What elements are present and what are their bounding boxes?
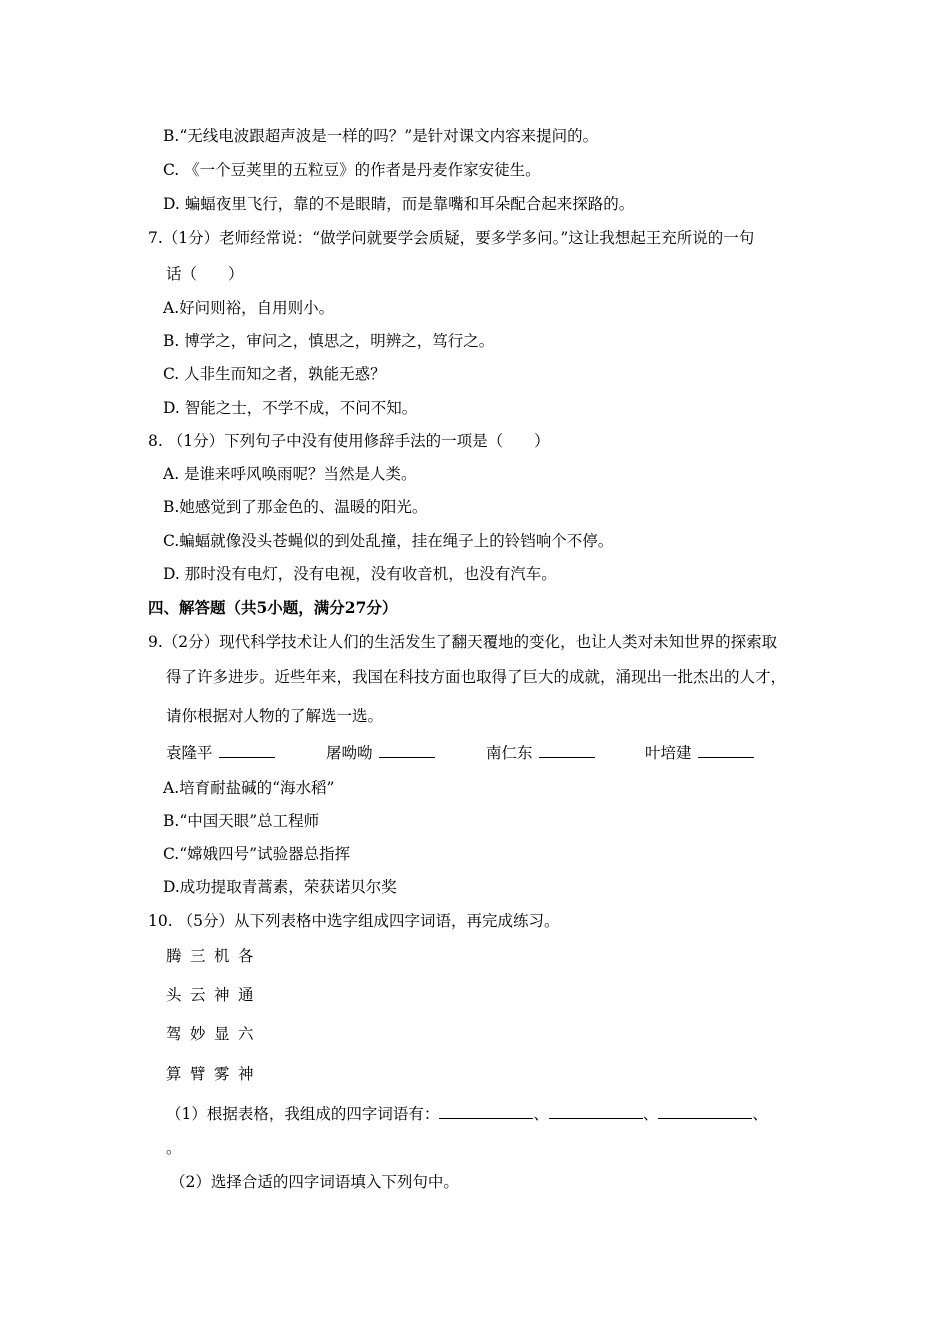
q9-option-b: B.“中国天眼”总工程师 bbox=[163, 812, 320, 830]
q10-stem: 10. （5分）从下列表格中选字组成四字词语，再完成练习。 bbox=[148, 912, 560, 930]
q7-stem-line1: 7.（1分）老师经常说：“做学问就要学会质疑，要多学多问。”这让我想起王充所说的一句 bbox=[148, 229, 755, 247]
grid-char: 神 bbox=[214, 986, 230, 1004]
q8-option-c: C.蝙蝠就像没头苍蝇似的到处乱撞，挂在绳子上的铃铛响个不停。 bbox=[163, 532, 614, 550]
answer-blank[interactable] bbox=[698, 741, 754, 758]
person-name: 南仁东 bbox=[486, 744, 533, 762]
q9-stem-line1: 9.（2分）现代科学技术让人们的生活发生了翻天覆地的变化，也让人类对未知世界的探索取 bbox=[148, 633, 778, 651]
q6-option-d: D. 蝙蝠夜里飞行，靠的不是眼睛，而是靠嘴和耳朵配合起来探路的。 bbox=[163, 195, 635, 213]
grid-char: 云 bbox=[190, 986, 206, 1004]
answer-blank[interactable] bbox=[658, 1102, 752, 1119]
sub1-prompt: （1）根据表格，我组成的四字词语有： bbox=[166, 1105, 440, 1123]
grid-char: 臂 bbox=[190, 1065, 206, 1083]
q7-option-c: C. 人非生而知之者，孰能无惑？ bbox=[163, 365, 386, 383]
q9-stem-line2: 得了许多进步。近些年来，我国在科技方面也取得了巨大的成就，涌现出一批杰出的人才， bbox=[166, 668, 787, 686]
q10-sub1 bbox=[166, 1102, 768, 1124]
q10-sub2: （2）选择合适的四字词语填入下列句中。 bbox=[170, 1173, 459, 1191]
answer-blank[interactable] bbox=[379, 741, 435, 758]
grid-char: 六 bbox=[238, 1025, 254, 1043]
grid-char: 妙 bbox=[190, 1025, 206, 1043]
q7-stem-line2: 话（ ） bbox=[166, 265, 244, 283]
grid-char: 通 bbox=[238, 986, 254, 1004]
q8-option-b: B.她感觉到了那金色的、温暖的阳光。 bbox=[163, 498, 428, 516]
q9-person-3 bbox=[486, 741, 595, 763]
q7-option-d: D. 智能之士，不学不成，不问不知。 bbox=[163, 399, 418, 417]
grid-char: 算 bbox=[166, 1065, 182, 1083]
q7-option-b: B. 博学之，审问之，慎思之，明辨之，笃行之。 bbox=[163, 332, 495, 350]
separator: 、 bbox=[642, 1105, 659, 1123]
char-grid-row-2 bbox=[166, 985, 262, 1005]
grid-char: 腾 bbox=[166, 947, 182, 965]
person-name: 袁隆平 bbox=[166, 744, 213, 762]
char-grid-row-3 bbox=[166, 1024, 262, 1044]
q9-person-4 bbox=[645, 741, 754, 763]
q9-stem-line3: 请你根据对人物的了解选一选。 bbox=[166, 707, 384, 725]
answer-blank[interactable] bbox=[439, 1102, 533, 1119]
q6-option-b: B.“无线电波跟超声波是一样的吗？”是针对课文内容来提问的。 bbox=[163, 127, 599, 145]
grid-char: 三 bbox=[190, 947, 206, 965]
q9-person-2 bbox=[326, 741, 435, 763]
grid-char: 神 bbox=[238, 1065, 254, 1083]
section-heading: 四、解答题（共5小题，满分27分） bbox=[148, 598, 398, 617]
person-name: 叶培建 bbox=[645, 744, 692, 762]
answer-blank[interactable] bbox=[219, 741, 275, 758]
q9-option-a: A.培育耐盐碱的“海水稻” bbox=[163, 779, 335, 797]
grid-char: 显 bbox=[214, 1025, 230, 1043]
q9-option-c: C.“嫦娥四号”试验器总指挥 bbox=[163, 845, 351, 863]
q9-person-1 bbox=[166, 741, 275, 763]
grid-char: 机 bbox=[214, 947, 230, 965]
char-grid-row-4 bbox=[166, 1064, 262, 1084]
grid-char: 各 bbox=[238, 947, 254, 965]
q9-option-d: D.成功提取青蒿素，荣获诺贝尔奖 bbox=[163, 878, 397, 896]
person-name: 屠呦呦 bbox=[326, 744, 373, 762]
q8-stem: 8. （1分）下列句子中没有使用修辞手法的一项是（ ） bbox=[148, 432, 550, 450]
separator: 、 bbox=[752, 1105, 768, 1123]
grid-char: 雾 bbox=[214, 1065, 230, 1083]
answer-blank[interactable] bbox=[539, 741, 595, 758]
char-grid-row-1 bbox=[166, 946, 262, 966]
q8-option-d: D. 那时没有电灯，没有电视，没有收音机，也没有汽车。 bbox=[163, 565, 557, 583]
separator: 、 bbox=[533, 1105, 549, 1123]
q10-sub1-end: 。 bbox=[166, 1139, 182, 1157]
q8-option-a: A. 是谁来呼风唤雨呢？当然是人类。 bbox=[163, 465, 417, 483]
answer-blank[interactable] bbox=[549, 1102, 643, 1119]
grid-char: 头 bbox=[166, 986, 182, 1004]
q6-option-c: C. 《一个豆荚里的五粒豆》的作者是丹麦作家安徒生。 bbox=[163, 161, 541, 179]
q7-option-a: A.好问则裕，自用则小。 bbox=[163, 299, 335, 317]
grid-char: 驾 bbox=[166, 1025, 182, 1043]
